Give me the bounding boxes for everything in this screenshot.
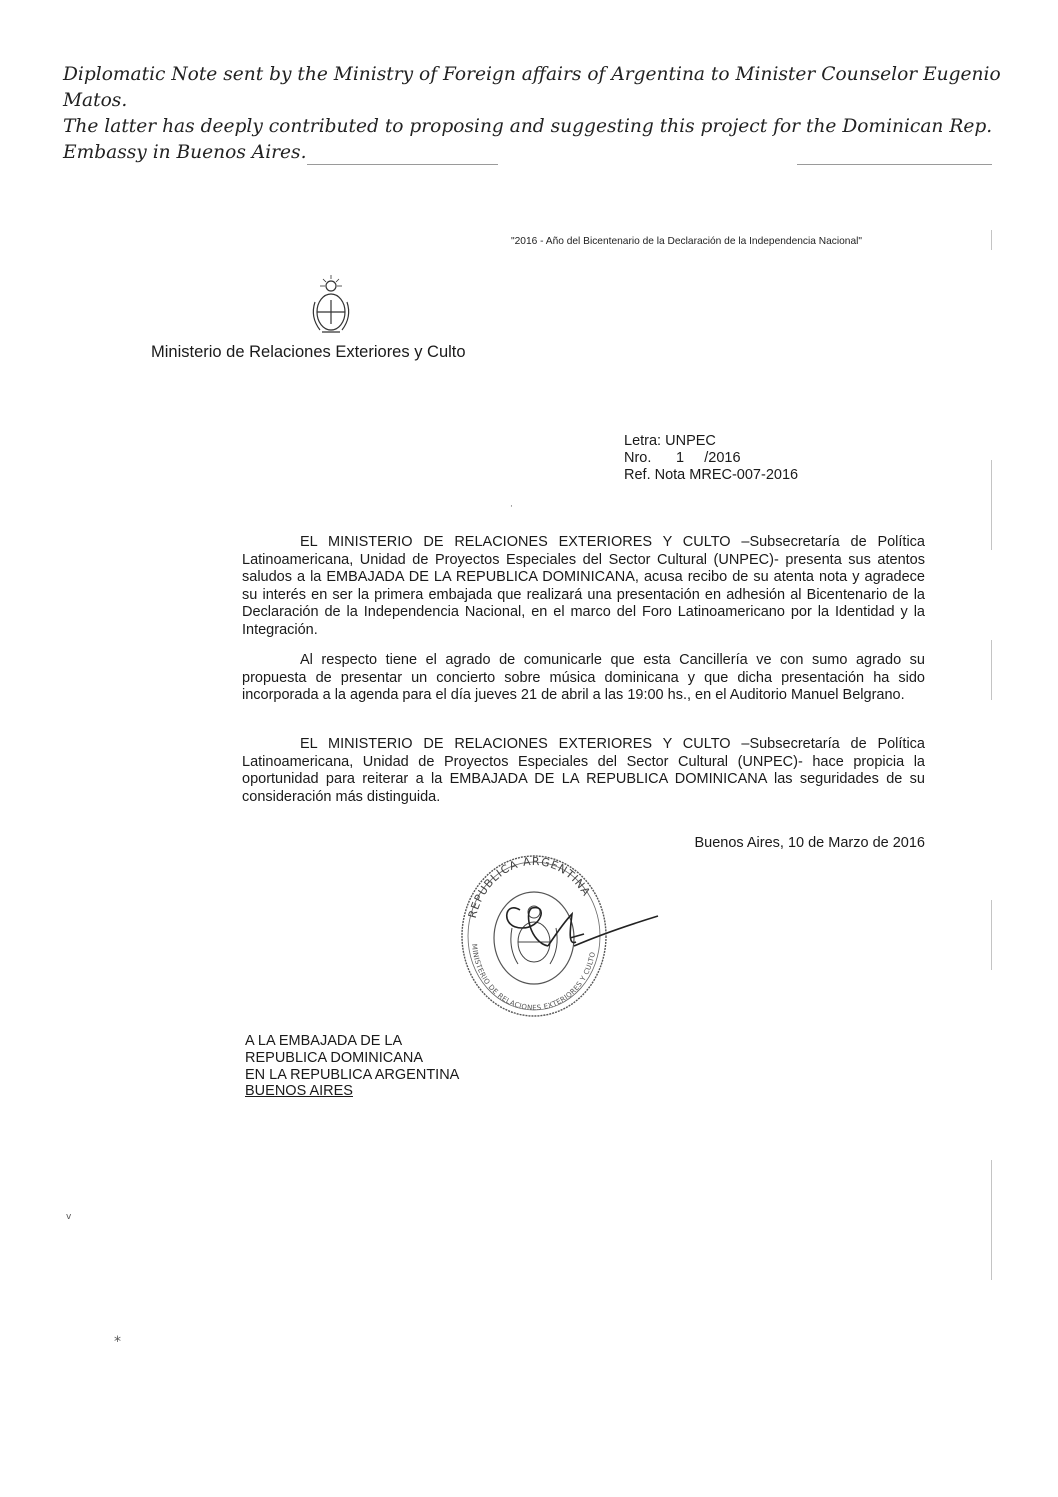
letra-value: UNPEC bbox=[665, 433, 716, 449]
addressee-line-3: EN LA REPUBLICA ARGENTINA bbox=[245, 1066, 460, 1083]
body-paragraph-1: EL MINISTERIO DE RELACIONES EXTERIORES Y CULTO –Subsecretaría de Política Latinoamericana, Unidad de Proyectos Especiales del Sector Cultural (UNPEC)- presenta sus atentos saludos a la EMBAJADA DE LA REPUBLICA DOMINICANA, acusa recibo de su atenta nota y agradece su interés en ser la primera embajada que realizará una presentación en adhesión al Bicentenario de la Declaración de la Independencia Nacional, en el marco del Foro Latinoamericano por la Identidad y la Integración. bbox=[242, 534, 925, 638]
scan-edge-mark bbox=[991, 1160, 992, 1280]
stamp-bottom-text: MINISTERIO DE RELACIONES EXTERIORES Y CULTO bbox=[470, 943, 598, 1013]
letterhead-motto: "2016 - Año del Bicentenario de la Declaración de la Independencia Nacional" bbox=[511, 236, 863, 247]
stamp-top-text: REPUBLICA ARGENTINA bbox=[465, 854, 594, 920]
ref-value: MREC-007-2016 bbox=[689, 467, 799, 483]
date-line: Buenos Aires, 10 de Marzo de 2016 bbox=[694, 835, 925, 851]
reference-letra bbox=[624, 433, 798, 450]
reference-ref bbox=[624, 467, 798, 484]
svg-text:MINISTERIO DE RELACIONES EXTER bbox=[470, 944, 597, 1013]
scan-speck: · bbox=[510, 502, 513, 512]
scan-speck: * bbox=[114, 1334, 121, 1350]
ref-label: Ref. Nota bbox=[624, 467, 686, 483]
scan-speck: v bbox=[66, 1212, 72, 1222]
official-stamp-with-signature bbox=[452, 850, 662, 1020]
body-paragraph-3: EL MINISTERIO DE RELACIONES EXTERIORES Y CULTO –Subsecretaría de Política Latinoamericana, Unidad de Proyectos Especiales del Sector Cultural (UNPEC)- hace propicia la oportunidad para reiterar a la EMBAJADA DE LA REPUBLICA DOMINICANA las seguridades de su consideración más distinguida. bbox=[242, 736, 925, 805]
handwritten-signature bbox=[507, 908, 658, 946]
addressee-line-4: BUENOS AIRES bbox=[245, 1083, 353, 1100]
scan-edge-mark bbox=[991, 460, 992, 550]
scan-edge-mark bbox=[991, 640, 992, 700]
addressee-line-1: A LA EMBAJADA DE LA bbox=[245, 1033, 403, 1049]
letra-label: Letra: bbox=[624, 433, 662, 449]
scan-edge-mark bbox=[991, 230, 992, 250]
reference-nro bbox=[624, 450, 798, 467]
separator-rule-left bbox=[307, 164, 498, 165]
reference-block bbox=[624, 433, 798, 484]
caption-line-2: The latter has deeply contributed to proposing and suggesting this project for the Dominican Rep. bbox=[63, 116, 993, 137]
nro-label: Nro. bbox=[624, 450, 652, 466]
nro-value: 1 /2016 bbox=[676, 450, 741, 466]
scan-edge-mark bbox=[991, 900, 992, 970]
caption-line-3: Embassy in Buenos Aires. bbox=[63, 142, 307, 163]
addressee-line-2: REPUBLICA DOMINICANA bbox=[245, 1049, 424, 1066]
caption-line-1: Diplomatic Note sent by the Ministry of Foreign affairs of Argentina to Minister Counselor Eugenio Matos. bbox=[63, 64, 1001, 111]
national-coat-of-arms-icon bbox=[306, 272, 356, 338]
caption bbox=[63, 62, 1023, 166]
addressee-block bbox=[245, 1033, 459, 1100]
separator-rule-right bbox=[797, 164, 992, 165]
ministry-name: Ministerio de Relaciones Exteriores y Culto bbox=[151, 343, 466, 361]
body-paragraph-2: Al respecto tiene el agrado de comunicarle que esta Cancillería ve con sumo agrado su propuesta de presentar un concierto sobre música dominicana y que dicha presentación ha sido incorporada a la agenda para el día jueves 21 de abril a las 19:00 hs., en el Auditorio Manuel Belgrano. bbox=[242, 652, 925, 704]
